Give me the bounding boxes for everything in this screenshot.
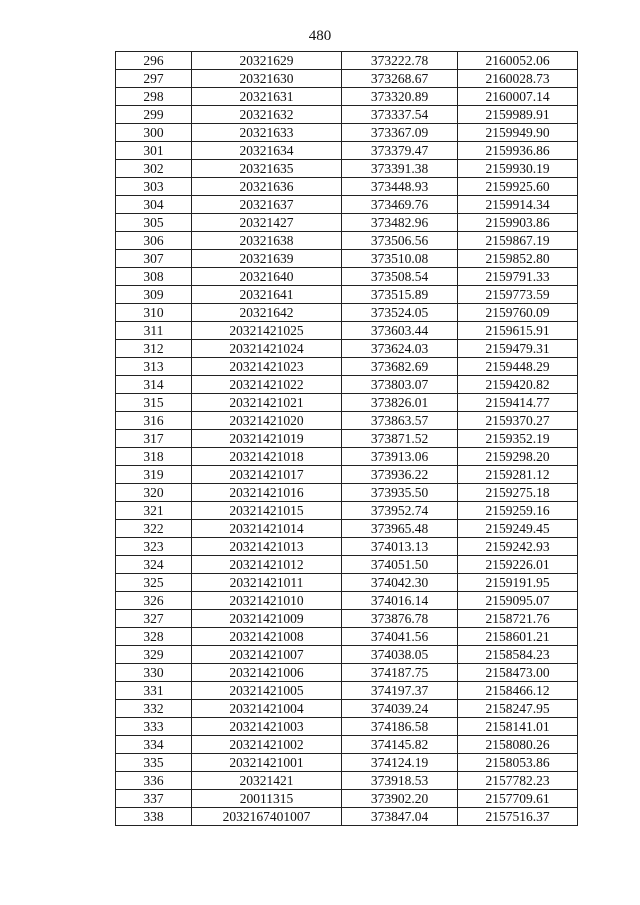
row-index-cell: 301 (116, 142, 192, 160)
y-coordinate-cell: 2160052.06 (458, 52, 578, 70)
table-row (116, 484, 578, 502)
row-index-cell: 300 (116, 124, 192, 142)
row-index-cell: 299 (116, 106, 192, 124)
point-id-cell: 20321634 (192, 142, 342, 160)
coordinates-table (115, 51, 578, 826)
table-row (116, 106, 578, 124)
y-coordinate-cell: 2158473.00 (458, 664, 578, 682)
y-coordinate-cell: 2159352.19 (458, 430, 578, 448)
x-coordinate-cell: 373320.89 (342, 88, 458, 106)
row-index-cell: 314 (116, 376, 192, 394)
table-row (116, 322, 578, 340)
point-id-cell: 20321421004 (192, 700, 342, 718)
row-index-cell: 312 (116, 340, 192, 358)
x-coordinate-cell: 374039.24 (342, 700, 458, 718)
y-coordinate-cell: 2159414.77 (458, 394, 578, 412)
point-id-cell: 20321633 (192, 124, 342, 142)
row-index-cell: 309 (116, 286, 192, 304)
row-index-cell: 318 (116, 448, 192, 466)
table-row (116, 394, 578, 412)
y-coordinate-cell: 2159791.33 (458, 268, 578, 286)
x-coordinate-cell: 373803.07 (342, 376, 458, 394)
point-id-cell: 20321421005 (192, 682, 342, 700)
x-coordinate-cell: 373871.52 (342, 430, 458, 448)
y-coordinate-cell: 2159925.60 (458, 178, 578, 196)
point-id-cell: 20321636 (192, 178, 342, 196)
y-coordinate-cell: 2159275.18 (458, 484, 578, 502)
point-id-cell: 20321421023 (192, 358, 342, 376)
y-coordinate-cell: 2159852.80 (458, 250, 578, 268)
x-coordinate-cell: 373847.04 (342, 808, 458, 826)
y-coordinate-cell: 2159249.45 (458, 520, 578, 538)
point-id-cell: 20011315 (192, 790, 342, 808)
row-index-cell: 319 (116, 466, 192, 484)
x-coordinate-cell: 374038.05 (342, 646, 458, 664)
point-id-cell: 20321642 (192, 304, 342, 322)
x-coordinate-cell: 373337.54 (342, 106, 458, 124)
table-row (116, 178, 578, 196)
table-row (116, 52, 578, 70)
y-coordinate-cell: 2159191.95 (458, 574, 578, 592)
x-coordinate-cell: 373936.22 (342, 466, 458, 484)
row-index-cell: 332 (116, 700, 192, 718)
point-id-cell: 20321421018 (192, 448, 342, 466)
y-coordinate-cell: 2159760.09 (458, 304, 578, 322)
y-coordinate-cell: 2159989.91 (458, 106, 578, 124)
point-id-cell: 20321421022 (192, 376, 342, 394)
point-id-cell: 20321421002 (192, 736, 342, 754)
point-id-cell: 20321421008 (192, 628, 342, 646)
x-coordinate-cell: 373876.78 (342, 610, 458, 628)
row-index-cell: 307 (116, 250, 192, 268)
table-row (116, 808, 578, 826)
x-coordinate-cell: 374051.50 (342, 556, 458, 574)
point-id-cell: 20321638 (192, 232, 342, 250)
row-index-cell: 310 (116, 304, 192, 322)
table-row (116, 772, 578, 790)
x-coordinate-cell: 373952.74 (342, 502, 458, 520)
table-row (116, 340, 578, 358)
y-coordinate-cell: 2159867.19 (458, 232, 578, 250)
table-row (116, 556, 578, 574)
x-coordinate-cell: 373902.20 (342, 790, 458, 808)
point-id-cell: 20321421010 (192, 592, 342, 610)
row-index-cell: 297 (116, 70, 192, 88)
x-coordinate-cell: 373515.89 (342, 286, 458, 304)
point-id-cell: 20321421001 (192, 754, 342, 772)
row-index-cell: 316 (116, 412, 192, 430)
row-index-cell: 317 (116, 430, 192, 448)
x-coordinate-cell: 374041.56 (342, 628, 458, 646)
y-coordinate-cell: 2158080.26 (458, 736, 578, 754)
x-coordinate-cell: 373448.93 (342, 178, 458, 196)
x-coordinate-cell: 374145.82 (342, 736, 458, 754)
table-row (116, 214, 578, 232)
row-index-cell: 334 (116, 736, 192, 754)
point-id-cell: 20321421024 (192, 340, 342, 358)
point-id-cell: 20321421003 (192, 718, 342, 736)
y-coordinate-cell: 2158053.86 (458, 754, 578, 772)
row-index-cell: 338 (116, 808, 192, 826)
row-index-cell: 304 (116, 196, 192, 214)
y-coordinate-cell: 2159420.82 (458, 376, 578, 394)
y-coordinate-cell: 2159615.91 (458, 322, 578, 340)
table-row (116, 160, 578, 178)
y-coordinate-cell: 2160007.14 (458, 88, 578, 106)
y-coordinate-cell: 2159949.90 (458, 124, 578, 142)
x-coordinate-cell: 374042.30 (342, 574, 458, 592)
x-coordinate-cell: 374187.75 (342, 664, 458, 682)
point-id-cell: 20321641 (192, 286, 342, 304)
x-coordinate-cell: 374016.14 (342, 592, 458, 610)
table-body (116, 52, 578, 826)
x-coordinate-cell: 374124.19 (342, 754, 458, 772)
row-index-cell: 296 (116, 52, 192, 70)
y-coordinate-cell: 2158601.21 (458, 628, 578, 646)
row-index-cell: 335 (116, 754, 192, 772)
point-id-cell: 20321635 (192, 160, 342, 178)
y-coordinate-cell: 2159370.27 (458, 412, 578, 430)
point-id-cell: 20321630 (192, 70, 342, 88)
point-id-cell: 20321421014 (192, 520, 342, 538)
y-coordinate-cell: 2159479.31 (458, 340, 578, 358)
row-index-cell: 329 (116, 646, 192, 664)
point-id-cell: 20321421011 (192, 574, 342, 592)
table-row (116, 520, 578, 538)
table-row (116, 142, 578, 160)
point-id-cell: 20321631 (192, 88, 342, 106)
y-coordinate-cell: 2159936.86 (458, 142, 578, 160)
table-row (116, 736, 578, 754)
row-index-cell: 311 (116, 322, 192, 340)
row-index-cell: 324 (116, 556, 192, 574)
x-coordinate-cell: 373682.69 (342, 358, 458, 376)
y-coordinate-cell: 2159095.07 (458, 592, 578, 610)
x-coordinate-cell: 373469.76 (342, 196, 458, 214)
y-coordinate-cell: 2159448.29 (458, 358, 578, 376)
point-id-cell: 20321632 (192, 106, 342, 124)
row-index-cell: 333 (116, 718, 192, 736)
y-coordinate-cell: 2157516.37 (458, 808, 578, 826)
table-row (116, 268, 578, 286)
x-coordinate-cell: 374186.58 (342, 718, 458, 736)
x-coordinate-cell: 373624.03 (342, 340, 458, 358)
y-coordinate-cell: 2159903.86 (458, 214, 578, 232)
y-coordinate-cell: 2158141.01 (458, 718, 578, 736)
point-id-cell: 20321421016 (192, 484, 342, 502)
table-row (116, 592, 578, 610)
table-row (116, 250, 578, 268)
row-index-cell: 308 (116, 268, 192, 286)
table-row (116, 304, 578, 322)
y-coordinate-cell: 2158466.12 (458, 682, 578, 700)
y-coordinate-cell: 2159930.19 (458, 160, 578, 178)
point-id-cell: 20321421020 (192, 412, 342, 430)
x-coordinate-cell: 373268.67 (342, 70, 458, 88)
row-index-cell: 321 (116, 502, 192, 520)
row-index-cell: 328 (116, 628, 192, 646)
x-coordinate-cell: 373935.50 (342, 484, 458, 502)
y-coordinate-cell: 2159298.20 (458, 448, 578, 466)
point-id-cell: 20321421009 (192, 610, 342, 628)
point-id-cell: 20321421007 (192, 646, 342, 664)
point-id-cell: 20321421015 (192, 502, 342, 520)
row-index-cell: 306 (116, 232, 192, 250)
table-row (116, 412, 578, 430)
point-id-cell: 20321629 (192, 52, 342, 70)
table-row (116, 70, 578, 88)
table-row (116, 718, 578, 736)
page-number: 480 (308, 28, 332, 44)
y-coordinate-cell: 2159259.16 (458, 502, 578, 520)
table-row (116, 358, 578, 376)
point-id-cell: 20321421 (192, 772, 342, 790)
row-index-cell: 320 (116, 484, 192, 502)
point-id-cell: 20321421006 (192, 664, 342, 682)
row-index-cell: 303 (116, 178, 192, 196)
row-index-cell: 337 (116, 790, 192, 808)
x-coordinate-cell: 373379.47 (342, 142, 458, 160)
x-coordinate-cell: 373603.44 (342, 322, 458, 340)
point-id-cell: 20321640 (192, 268, 342, 286)
y-coordinate-cell: 2159773.59 (458, 286, 578, 304)
row-index-cell: 322 (116, 520, 192, 538)
row-index-cell: 330 (116, 664, 192, 682)
table-row (116, 376, 578, 394)
table-row (116, 664, 578, 682)
table-row (116, 502, 578, 520)
x-coordinate-cell: 373913.06 (342, 448, 458, 466)
y-coordinate-cell: 2158584.23 (458, 646, 578, 664)
x-coordinate-cell: 373965.48 (342, 520, 458, 538)
table-row (116, 196, 578, 214)
point-id-cell: 20321639 (192, 250, 342, 268)
point-id-cell: 20321427 (192, 214, 342, 232)
y-coordinate-cell: 2159914.34 (458, 196, 578, 214)
x-coordinate-cell: 373508.54 (342, 268, 458, 286)
x-coordinate-cell: 373506.56 (342, 232, 458, 250)
y-coordinate-cell: 2159226.01 (458, 556, 578, 574)
y-coordinate-cell: 2158721.76 (458, 610, 578, 628)
table-row (116, 88, 578, 106)
table-row (116, 466, 578, 484)
table-row (116, 700, 578, 718)
row-index-cell: 336 (116, 772, 192, 790)
x-coordinate-cell: 373510.08 (342, 250, 458, 268)
point-id-cell: 20321637 (192, 196, 342, 214)
table-row (116, 754, 578, 772)
point-id-cell: 20321421025 (192, 322, 342, 340)
y-coordinate-cell: 2158247.95 (458, 700, 578, 718)
x-coordinate-cell: 373863.57 (342, 412, 458, 430)
point-id-cell: 2032167401007 (192, 808, 342, 826)
x-coordinate-cell: 373222.78 (342, 52, 458, 70)
table-row (116, 430, 578, 448)
table-row (116, 628, 578, 646)
row-index-cell: 302 (116, 160, 192, 178)
point-id-cell: 20321421012 (192, 556, 342, 574)
y-coordinate-cell: 2160028.73 (458, 70, 578, 88)
x-coordinate-cell: 374013.13 (342, 538, 458, 556)
x-coordinate-cell: 373918.53 (342, 772, 458, 790)
row-index-cell: 331 (116, 682, 192, 700)
row-index-cell: 326 (116, 592, 192, 610)
row-index-cell: 313 (116, 358, 192, 376)
y-coordinate-cell: 2159242.93 (458, 538, 578, 556)
table-row (116, 124, 578, 142)
point-id-cell: 20321421013 (192, 538, 342, 556)
row-index-cell: 325 (116, 574, 192, 592)
x-coordinate-cell: 373391.38 (342, 160, 458, 178)
table-row (116, 448, 578, 466)
y-coordinate-cell: 2159281.12 (458, 466, 578, 484)
row-index-cell: 327 (116, 610, 192, 628)
table-row (116, 610, 578, 628)
y-coordinate-cell: 2157782.23 (458, 772, 578, 790)
row-index-cell: 323 (116, 538, 192, 556)
x-coordinate-cell: 373826.01 (342, 394, 458, 412)
x-coordinate-cell: 373524.05 (342, 304, 458, 322)
row-index-cell: 315 (116, 394, 192, 412)
table-row (116, 286, 578, 304)
y-coordinate-cell: 2157709.61 (458, 790, 578, 808)
row-index-cell: 305 (116, 214, 192, 232)
row-index-cell: 298 (116, 88, 192, 106)
x-coordinate-cell: 373367.09 (342, 124, 458, 142)
table-row (116, 574, 578, 592)
table-row (116, 790, 578, 808)
table-row (116, 538, 578, 556)
table-row (116, 682, 578, 700)
point-id-cell: 20321421021 (192, 394, 342, 412)
x-coordinate-cell: 374197.37 (342, 682, 458, 700)
point-id-cell: 20321421017 (192, 466, 342, 484)
table-row (116, 646, 578, 664)
x-coordinate-cell: 373482.96 (342, 214, 458, 232)
point-id-cell: 20321421019 (192, 430, 342, 448)
table-row (116, 232, 578, 250)
